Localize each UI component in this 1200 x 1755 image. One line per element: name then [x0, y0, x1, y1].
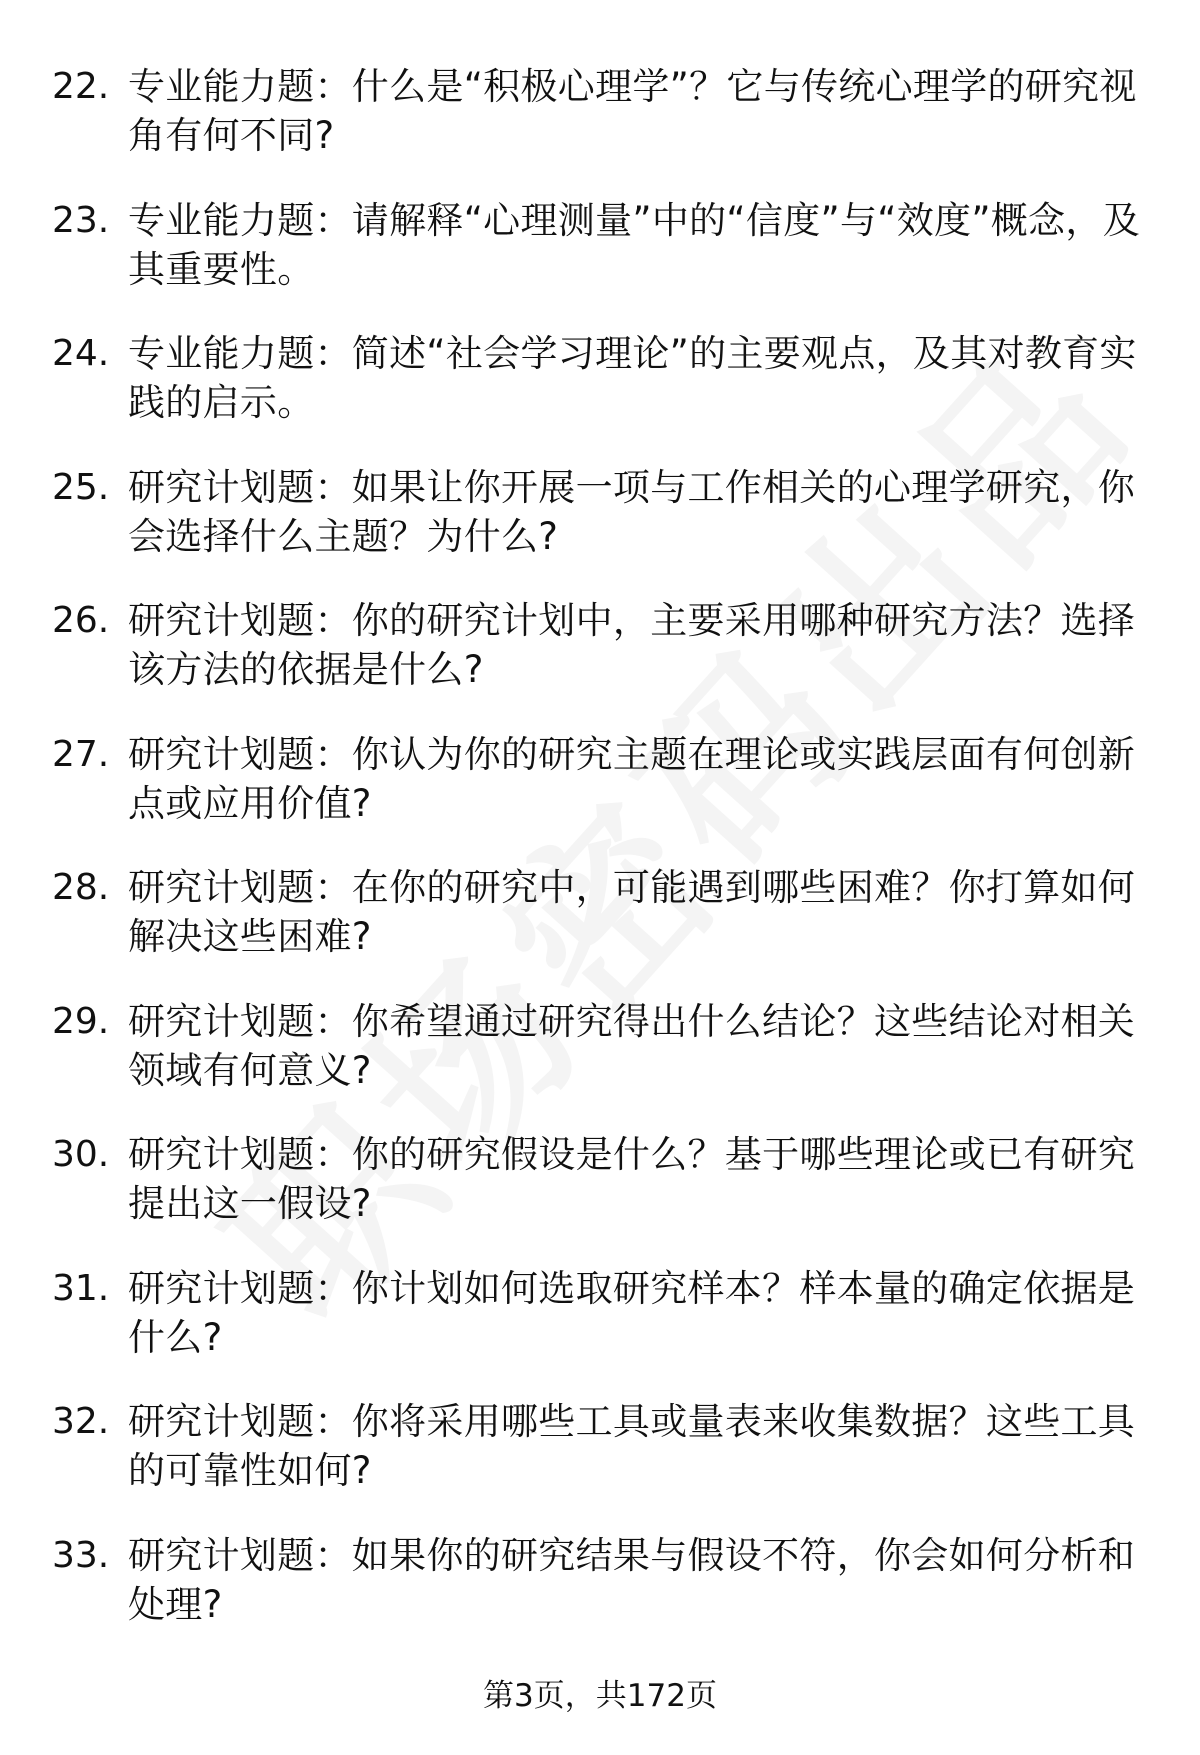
question-text: 专业能力题：什么是“积极心理学”？它与传统心理学的研究视角有何不同? — [128, 65, 1137, 157]
question-text: 研究计划题：你的研究假设是什么？基于哪些理论或已有研究提出这一假设? — [128, 1133, 1136, 1225]
question-text: 研究计划题：如果你的研究结果与假设不符，你会如何分析和处理? — [128, 1533, 1136, 1626]
question-text: 研究计划题：你希望通过研究得出什么结论？这些结论对相关领域有何意义? — [128, 999, 1136, 1092]
question-number: 33. — [52, 1534, 110, 1576]
question-text: 研究计划题：你的研究计划中，主要采用哪种研究方法？选择该方法的依据是什么? — [128, 599, 1136, 691]
question-number: 28. — [52, 867, 110, 908]
question-item-26 — [52, 596, 1142, 694]
page-number-label: 第3页，共172页 — [483, 1678, 717, 1714]
question-item-30 — [52, 1130, 1142, 1228]
question-number: 31. — [52, 1267, 110, 1309]
question-item-33 — [52, 1531, 1142, 1629]
question-number: 29. — [52, 1000, 110, 1042]
question-text: 专业能力题：请解释“心理测量”中的“信度”与“效度”概念，及其重要性。 — [128, 198, 1141, 291]
question-number: 24. — [52, 333, 110, 374]
question-text: 研究计划题：你将采用哪些工具或量表来收集数据？这些工具的可靠性如何? — [128, 1400, 1136, 1492]
question-text: 专业能力题：简述“社会学习理论”的主要观点，及其对教育实践的启示。 — [128, 332, 1137, 424]
question-item-24 — [52, 329, 1142, 427]
question-number: 32. — [52, 1401, 110, 1442]
question-text: 研究计划题：在你的研究中，可能遇到哪些困难？你打算如何解决这些困难? — [128, 866, 1136, 958]
question-number: 27. — [52, 733, 110, 775]
question-number: 23. — [52, 199, 110, 241]
question-number: 26. — [52, 600, 110, 641]
question-number: 25. — [52, 466, 110, 508]
question-number: 30. — [52, 1134, 110, 1175]
question-item-23 — [52, 196, 1142, 294]
question-item-32 — [52, 1397, 1142, 1495]
question-item-25 — [52, 463, 1142, 561]
question-item-29 — [52, 997, 1142, 1095]
question-number: 22. — [52, 66, 110, 107]
question-text: 研究计划题：你计划如何选取研究样本？样本量的确定依据是什么? — [128, 1266, 1136, 1359]
question-item-27 — [52, 730, 1142, 828]
question-item-28 — [52, 863, 1142, 961]
question-item-31 — [52, 1264, 1142, 1362]
question-list — [52, 62, 1142, 1664]
question-item-22 — [52, 62, 1142, 160]
page-footer — [0, 1676, 1200, 1716]
question-text: 研究计划题：你认为你的研究主题在理论或实践层面有何创新点或应用价值? — [128, 732, 1136, 825]
question-text: 研究计划题：如果让你开展一项与工作相关的心理学研究，你会选择什么主题？为什么? — [128, 465, 1136, 558]
